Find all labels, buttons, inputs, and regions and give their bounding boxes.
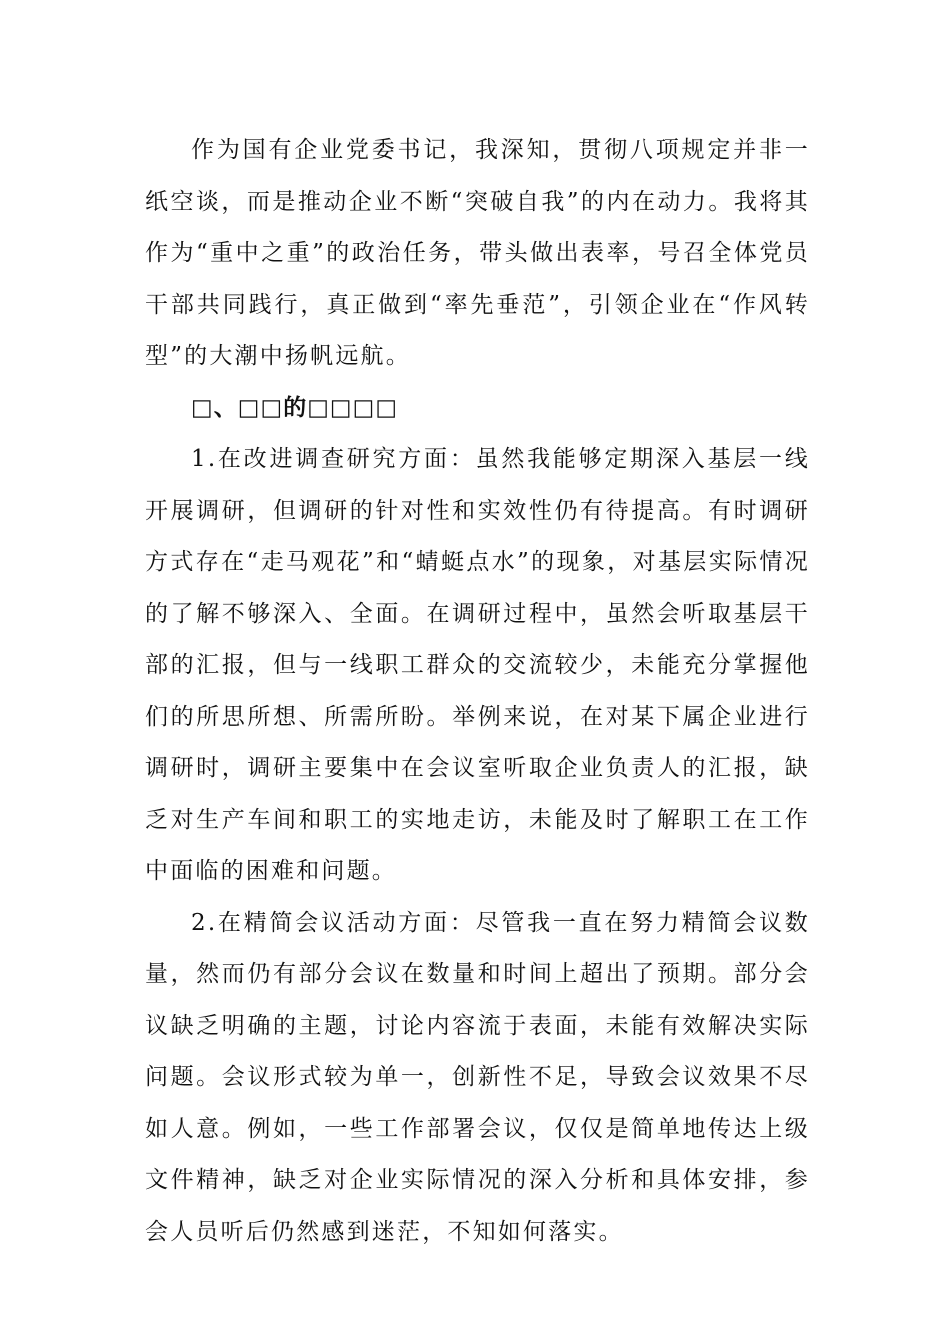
paragraph-research: 1.在改进调查研究方面：虽然我能够定期深入基层一线开展调研，但调研的针对性和实效性仍有待提高。有时调研方式存在“走马观花”和“蜻蜓点水”的现象，对基层实际情况的了解不够深入、全面。在调研过程中，虽然会听取基层干部的汇报，但与一线职工群众的交流较少，未能充分掌握他们的所思所想、所需所盼。举例来说，在对某下属企业进行调研时，调研主要集中在会议室听取企业负责人的汇报，缺乏对生产车间和职工的实地走访，未能及时了解职工在工作中面临的困难和问题。 [145, 446, 810, 884]
intro-paragraph: 作为国有企业党委书记，我深知，贯彻八项规定并非一纸空谈，而是推动企业不断“突破自我”的内在动力。我将其作为“重中之重”的政治任务，带头做出表率，号召全体党员干部共同践行，真正做到“率先垂范”，引领企业在“作风转型”的大潮中扬帆远航。 [145, 137, 810, 369]
document-body [145, 125, 810, 1258]
section-heading: □、□□的□□□□ [191, 394, 399, 421]
paragraph-meetings: 2.在精简会议活动方面：尽管我一直在努力精简会议数量，然而仍有部分会议在数量和时间上超出了预期。部分会议缺乏明确的主题，讨论内容流于表面，未能有效解决实际问题。会议形式较为单一，创新性不足，导致会议效果不尽如人意。例如，一些工作部署会议，仅仅是简单地传达上级文件精神，缺乏对企业实际情况的深入分析和具体安排，参会人员听后仍然感到迷茫，不知如何落实。 [145, 909, 810, 1245]
